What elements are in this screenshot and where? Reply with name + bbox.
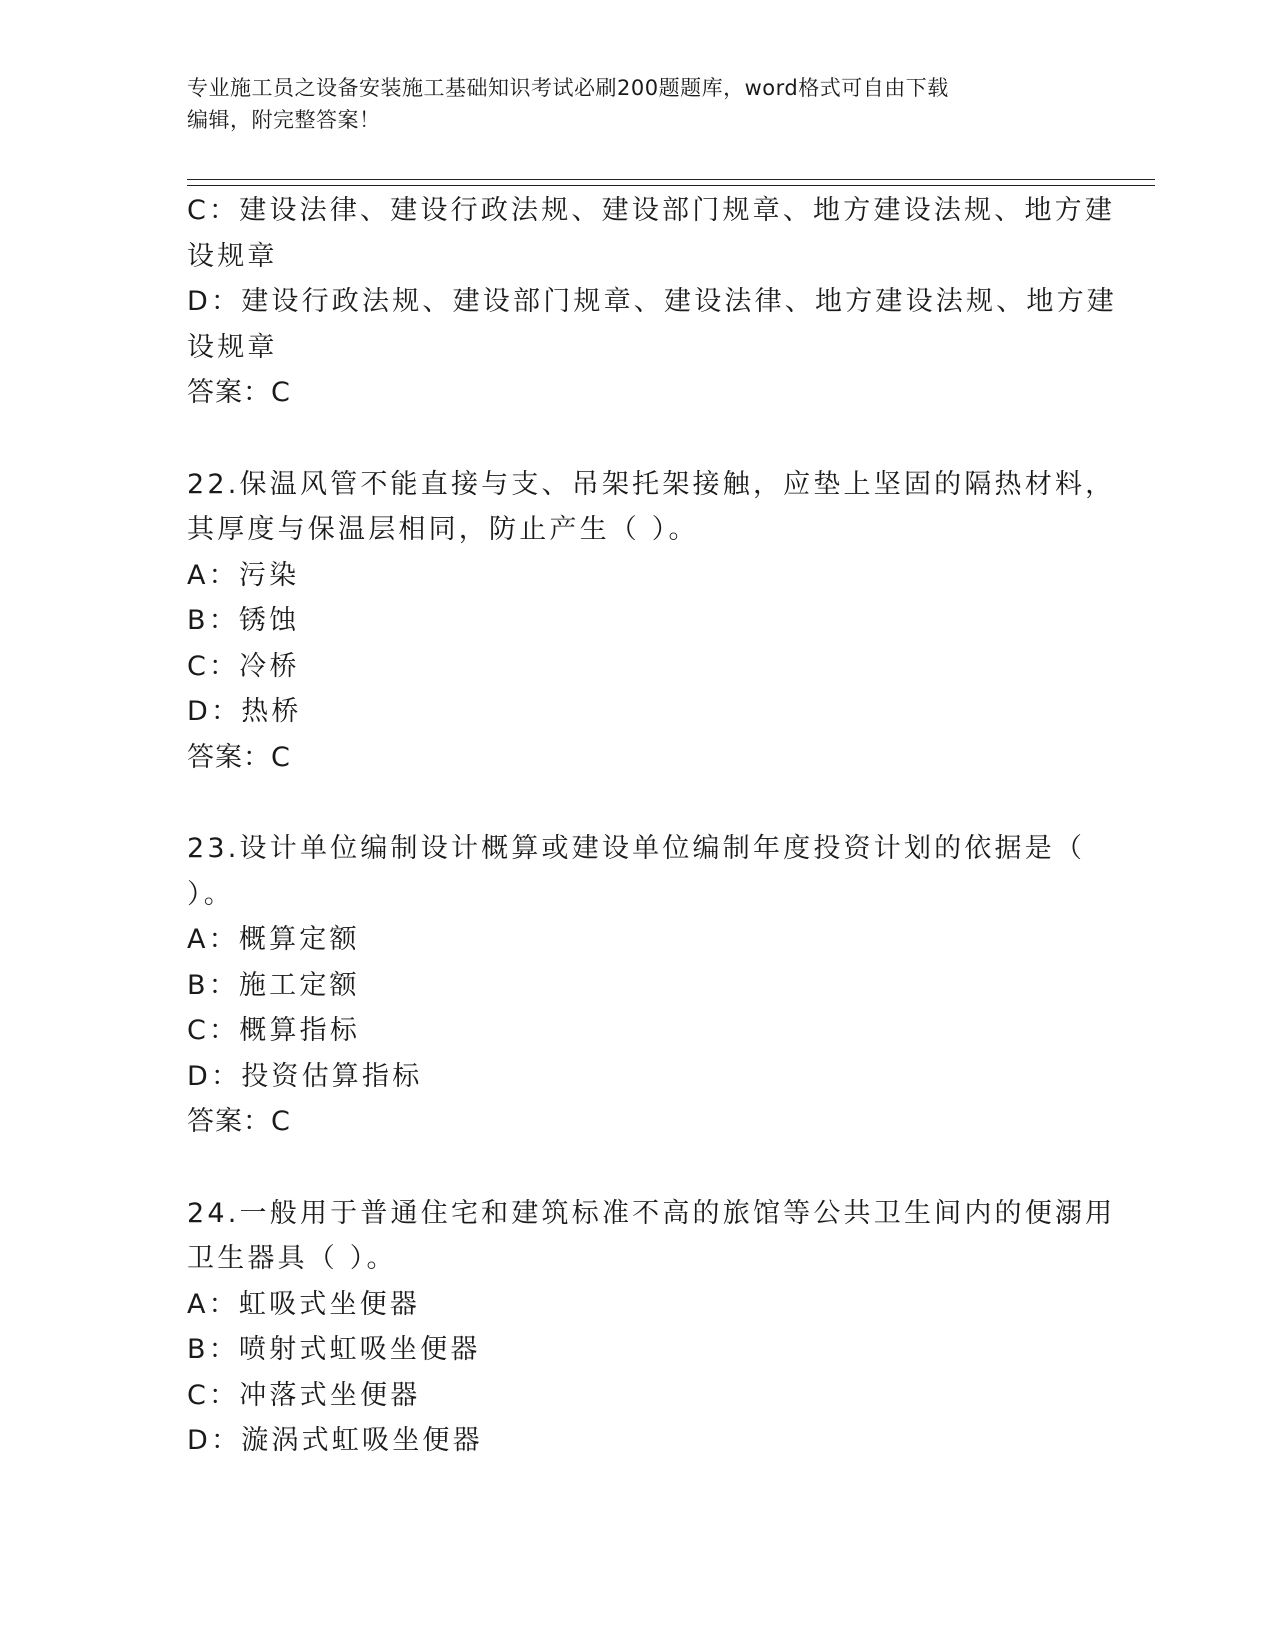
option-c-continued: 设规章 bbox=[187, 240, 278, 272]
question-24 bbox=[187, 1191, 1116, 1464]
answer-label: 答案：C bbox=[187, 741, 291, 773]
option-d: D：投资估算指标 bbox=[187, 1060, 423, 1092]
question-21-continued bbox=[187, 188, 1117, 416]
option-c: C：概算指标 bbox=[187, 1015, 361, 1046]
option-b: B：施工定额 bbox=[187, 969, 360, 1001]
option-a: A：虹吸式坐便器 bbox=[187, 1288, 421, 1320]
header-divider-bottom bbox=[187, 185, 1155, 186]
option-c: C：冲落式坐便器 bbox=[187, 1379, 421, 1411]
question-stem-continued: ）。 bbox=[187, 878, 234, 910]
option-c: C：建设法律、建设行政法规、建设部门规章、地方建设法规、地方建 bbox=[187, 195, 1116, 226]
answer-label: 答案：C bbox=[187, 1106, 291, 1137]
option-a: A：概算定额 bbox=[187, 924, 360, 955]
header-divider-top bbox=[187, 179, 1155, 180]
question-22 bbox=[187, 462, 1116, 781]
question-stem: 24.一般用于普通住宅和建筑标准不高的旅馆等公共卫生间内的便溺用 bbox=[187, 1197, 1116, 1229]
option-c: C：冷桥 bbox=[187, 650, 300, 682]
option-d: D：热桥 bbox=[187, 696, 302, 727]
question-stem-continued: 其厚度与保温层相同，防止产生（ ）。 bbox=[187, 514, 699, 545]
option-a: A：污染 bbox=[187, 559, 300, 591]
option-d: D：建设行政法规、建设部门规章、建设法律、地方建设法规、地方建 bbox=[187, 286, 1117, 317]
option-d: D：漩涡式虹吸坐便器 bbox=[187, 1425, 483, 1456]
spacer bbox=[187, 780, 1087, 826]
question-content bbox=[187, 188, 1117, 1464]
spacer bbox=[187, 416, 1087, 462]
header-title-line-1: 专业施工员之设备安装施工基础知识考试必刷200题题库，word格式可自由下载 bbox=[187, 76, 949, 100]
header-title-line-2: 编辑，附完整答案！ bbox=[187, 108, 381, 132]
option-b: B：喷射式虹吸坐便器 bbox=[187, 1334, 481, 1365]
answer-label: 答案：C bbox=[187, 377, 291, 408]
option-d-continued: 设规章 bbox=[187, 331, 278, 363]
question-23 bbox=[187, 826, 1087, 1145]
spacer bbox=[187, 1145, 1087, 1191]
option-b: B：锈蚀 bbox=[187, 605, 300, 636]
question-stem: 23.设计单位编制设计概算或建设单位编制年度投资计划的依据是（ bbox=[187, 833, 1086, 864]
question-stem: 22.保温风管不能直接与支、吊架托架接触，应垫上坚固的隔热材料， bbox=[187, 468, 1116, 500]
document-header bbox=[187, 72, 1087, 136]
question-stem-continued: 卫生器具（ ）。 bbox=[187, 1243, 397, 1274]
